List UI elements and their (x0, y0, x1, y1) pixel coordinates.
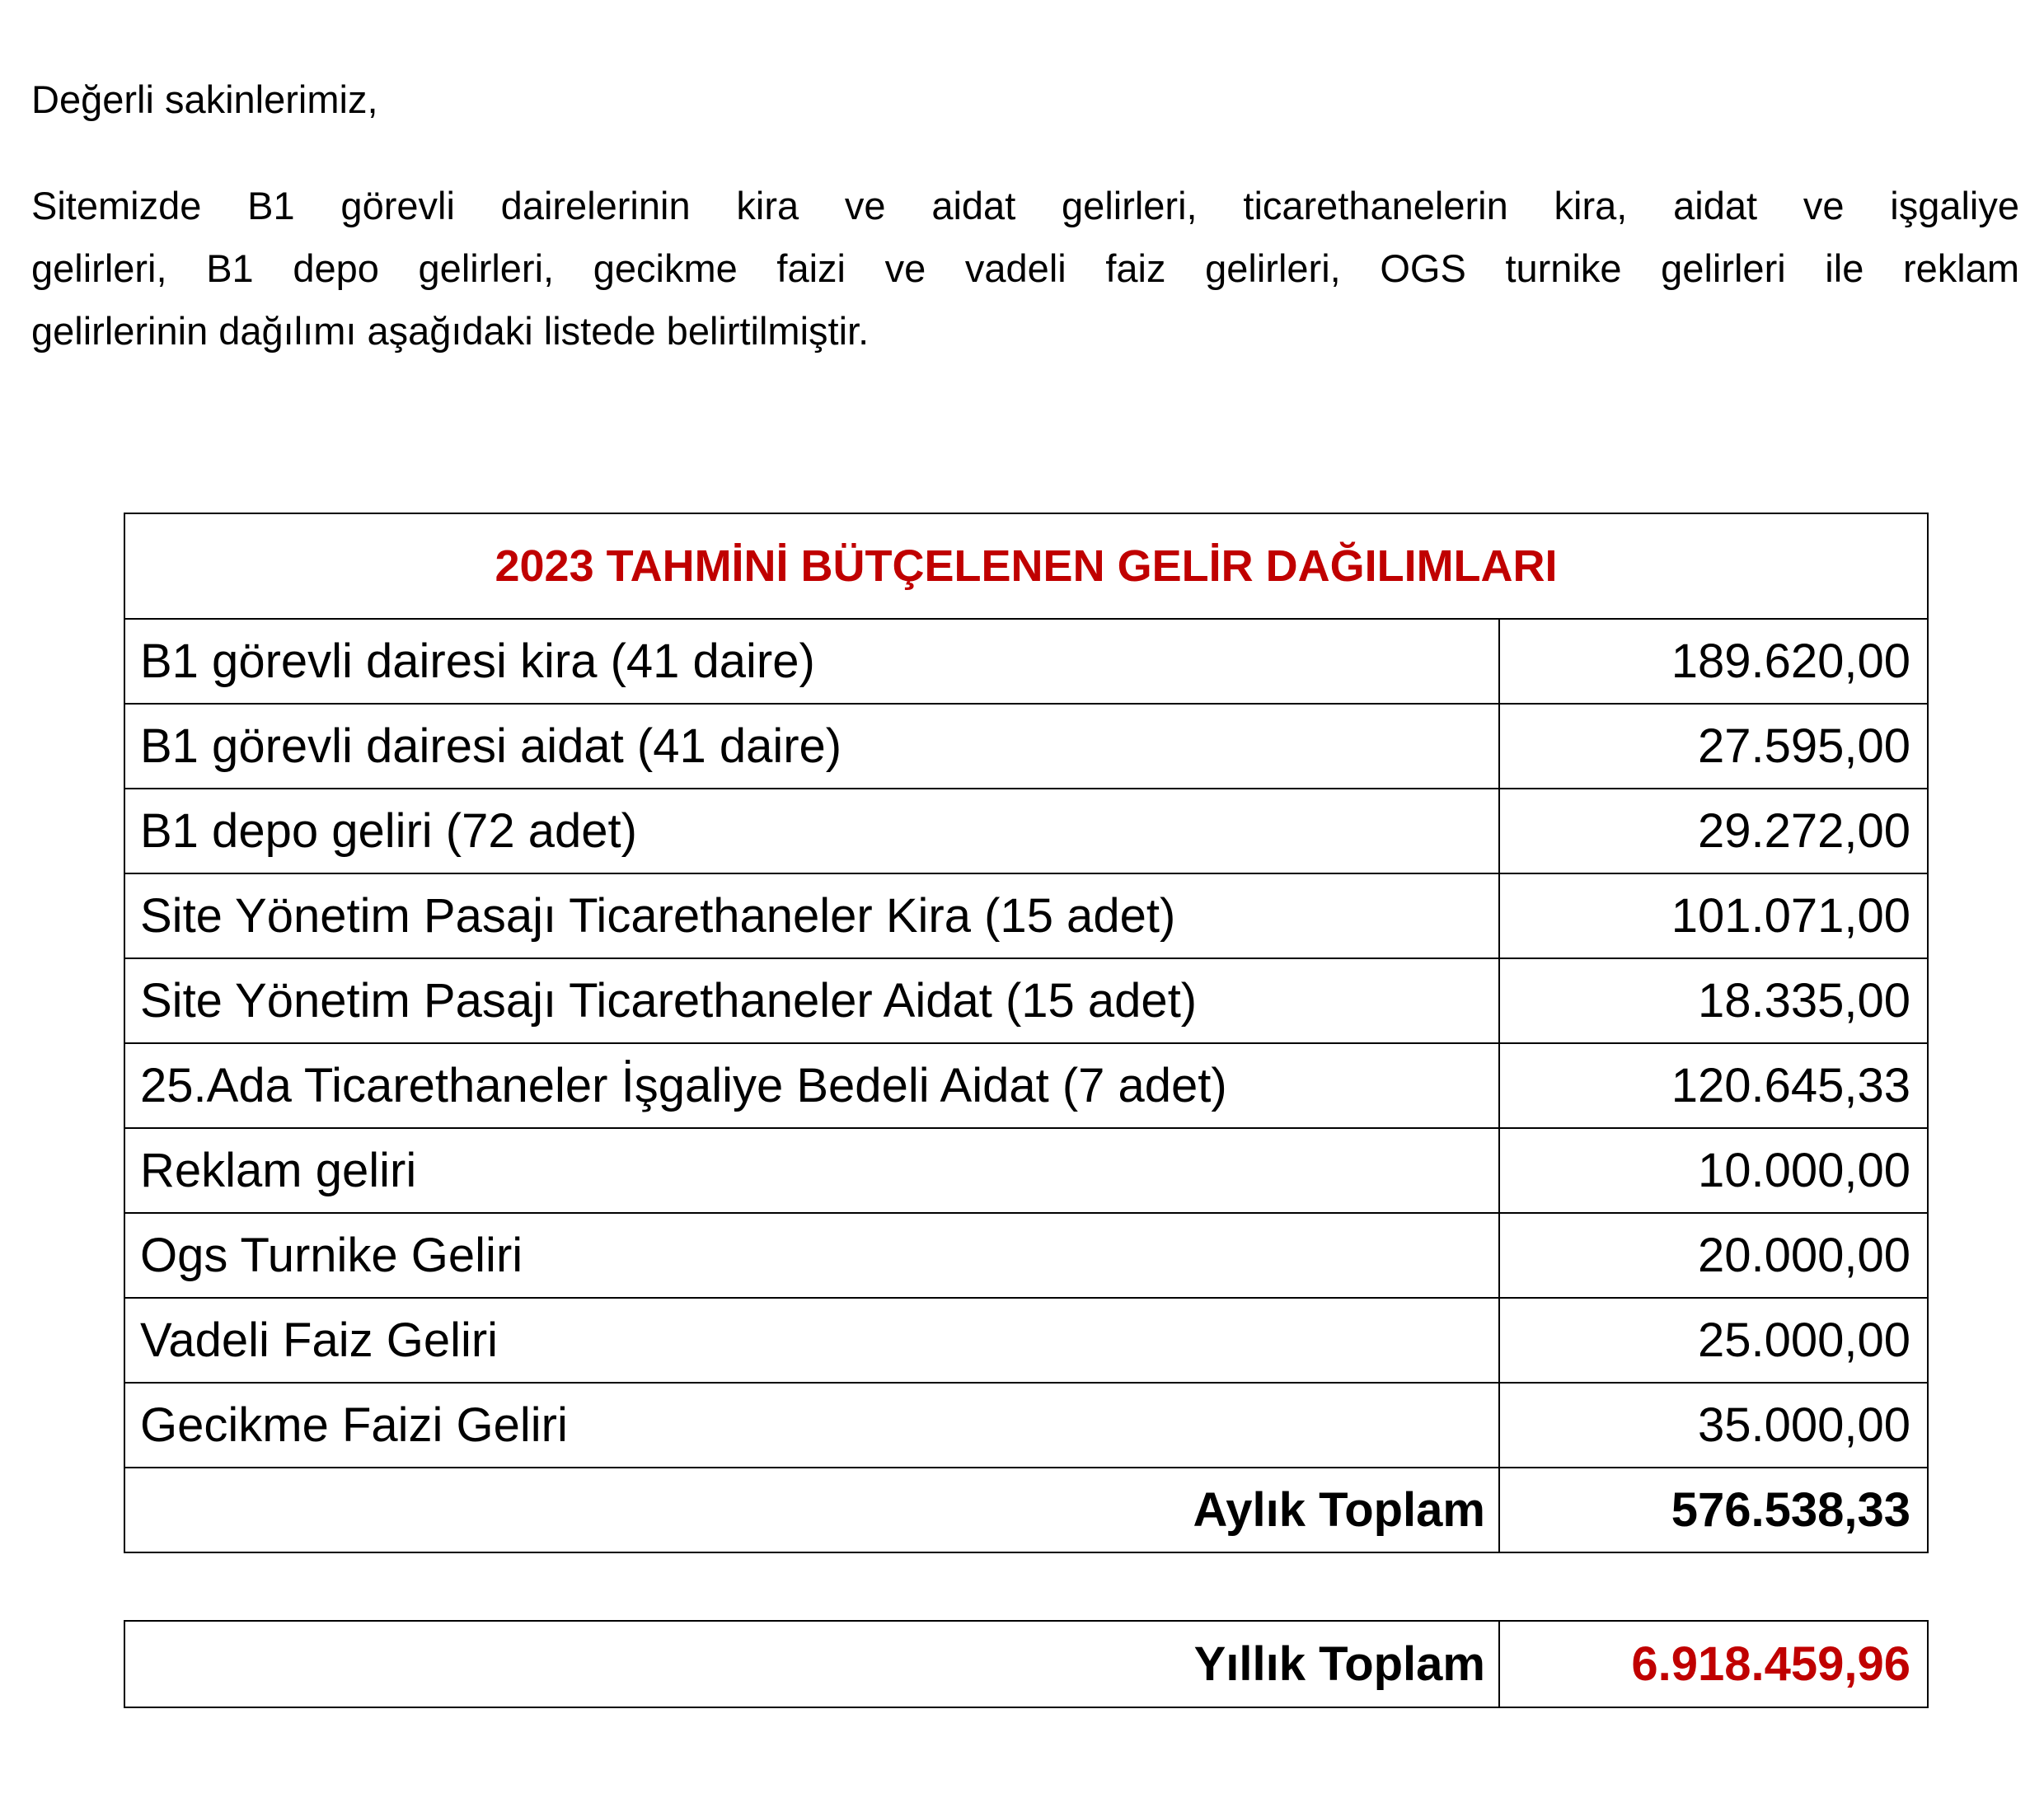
intro-line-2: gelirleri, B1 depo gelirleri, gecikme faizi ve vadeli faiz gelirleri, OGS turnike gelirleri ile reklam (31, 246, 2019, 290)
table-row (124, 1213, 1928, 1298)
table-row (124, 789, 1928, 873)
table-title-row (124, 513, 1928, 619)
row-label: B1 depo geliri (72 adet) (124, 789, 1499, 873)
greeting: Değerli sakinlerimiz, (31, 77, 378, 121)
row-value: 35.000,00 (1499, 1383, 1928, 1468)
budget-table (124, 513, 1929, 1553)
table-row (124, 619, 1928, 704)
intro-paragraph (31, 175, 2019, 363)
annual-total-label: Yıllık Toplam (124, 1621, 1499, 1707)
row-label: Ogs Turnike Geliri (124, 1213, 1499, 1298)
intro-line-3: gelirlerinin dağılımı aşağıdaki listede belirtilmiştir. (31, 309, 870, 353)
table-row (124, 1128, 1928, 1213)
table-row (124, 958, 1928, 1043)
row-label: Site Yönetim Pasajı Ticarethaneler Kira (15 adet) (124, 873, 1499, 958)
monthly-total-value: 576.538,33 (1499, 1468, 1928, 1552)
intro-line-1: Sitemizde B1 görevli dairelerinin kira ve aidat gelirleri, ticarethanelerin kira, aidat ve işgaliye (31, 184, 2019, 227)
row-label: Gecikme Faizi Geliri (124, 1383, 1499, 1468)
row-value: 20.000,00 (1499, 1213, 1928, 1298)
table-row (124, 1298, 1928, 1383)
table-row (124, 704, 1928, 789)
row-value: 25.000,00 (1499, 1298, 1928, 1383)
row-label: Vadeli Faiz Geliri (124, 1298, 1499, 1383)
row-value: 189.620,00 (1499, 619, 1928, 704)
row-value: 120.645,33 (1499, 1043, 1928, 1128)
table-row (124, 1043, 1928, 1128)
row-label: B1 görevli dairesi kira (41 daire) (124, 619, 1499, 704)
annual-total-table (124, 1620, 1929, 1708)
row-label: Reklam geliri (124, 1128, 1499, 1213)
row-label: Site Yönetim Pasajı Ticarethaneler Aidat (15 adet) (124, 958, 1499, 1043)
row-value: 27.595,00 (1499, 704, 1928, 789)
row-value: 29.272,00 (1499, 789, 1928, 873)
annual-total-row (124, 1621, 1928, 1707)
monthly-total-label: Aylık Toplam (124, 1468, 1499, 1552)
row-value: 10.000,00 (1499, 1128, 1928, 1213)
table-row (124, 873, 1928, 958)
row-label: 25.Ada Ticarethaneler İşgaliye Bedeli Aidat (7 adet) (124, 1043, 1499, 1128)
table-row (124, 1383, 1928, 1468)
monthly-total-row (124, 1468, 1928, 1552)
table-title: 2023 TAHMİNİ BÜTÇELENEN GELİR DAĞILIMLARI (124, 513, 1928, 619)
annual-total-value: 6.918.459,96 (1499, 1621, 1928, 1707)
row-value: 18.335,00 (1499, 958, 1928, 1043)
row-label: B1 görevli dairesi aidat (41 daire) (124, 704, 1499, 789)
row-value: 101.071,00 (1499, 873, 1928, 958)
